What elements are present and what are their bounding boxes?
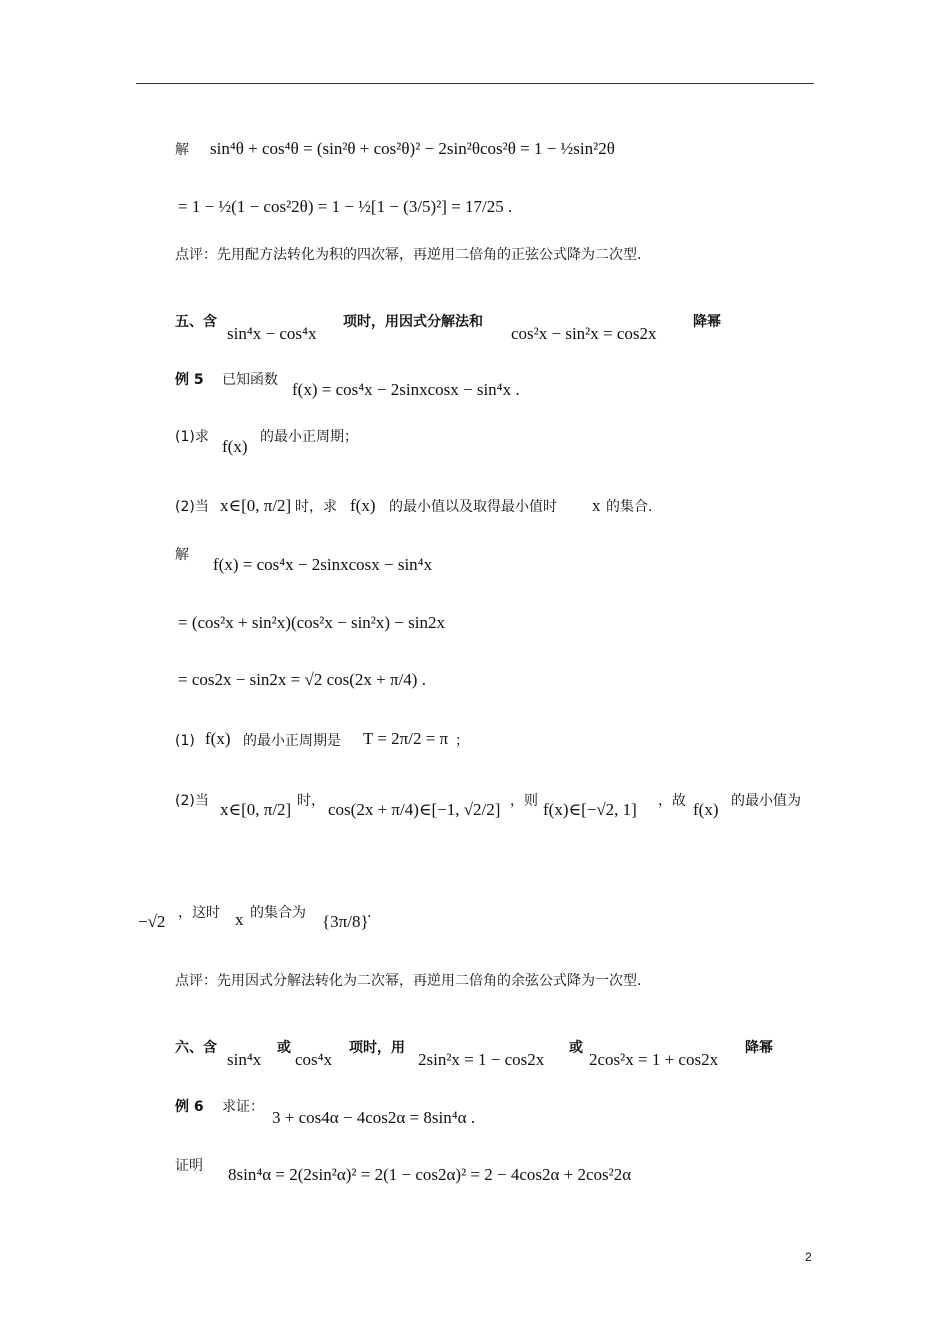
part2-t2: ，则 — [510, 793, 538, 809]
example6-text: 求证： — [222, 1099, 264, 1115]
q2-x: x — [592, 496, 601, 515]
header-rule — [136, 83, 814, 84]
q1-expr: f(x) — [222, 437, 248, 456]
example5-text: 已知函数 — [222, 372, 278, 388]
part1-expr: T = 2π/2 = π — [363, 729, 449, 748]
proof-expr: 8sin⁴α = 2(2sin²α)² = 2(1 − cos2α)² = 2 − 4cos2α + 2cos²2α — [228, 1165, 632, 1184]
part1-end: ； — [455, 733, 469, 749]
solution-line-1: sin⁴θ + cos⁴θ = (sin²θ + cos²θ)² − 2sin²θcos²θ = 1 − ½sin²2θ — [210, 139, 615, 158]
q2-mid2: 的最小值以及取得最小值时 — [389, 499, 557, 515]
q2-fx: f(x) — [350, 496, 376, 515]
solution-line-2: = 1 − ½(1 − cos²2θ) = 1 − ½[1 − (3/5)²] = 17/25 . — [178, 197, 513, 216]
part2-t4: 的最小值为 — [731, 793, 801, 809]
part1-fx: f(x) — [205, 729, 231, 748]
part2-t1: 时， — [297, 793, 325, 809]
part2-f: f(x)∈[−√2, 1] — [543, 800, 637, 819]
q2-mid1: 时，求 — [295, 499, 337, 515]
section5-suffix: 降幂 — [693, 314, 721, 330]
part1-prefix: (1) — [175, 733, 195, 749]
part2-t3: ，故 — [658, 793, 686, 809]
solution5-label: 解 — [175, 547, 189, 563]
section6-or1: 或 — [277, 1040, 291, 1056]
solution5-line-2: = (cos²x + sin²x)(cos²x − sin²x) − sin2x — [178, 613, 445, 632]
section6-prefix: 六、含 — [175, 1040, 217, 1056]
example6-label: 例 6 — [175, 1099, 204, 1115]
part2-t6: 的集合为 — [250, 905, 306, 921]
section6-expr2: cos⁴x — [295, 1050, 333, 1069]
section6-expr1: sin⁴x — [227, 1050, 262, 1069]
part2-range: x∈[0, π/2] — [220, 800, 292, 819]
section6-expr3: 2sin²x = 1 − cos2x — [418, 1050, 545, 1069]
solution5-line-3: = cos2x − sin2x = √2 cos(2x + π/4) . — [178, 670, 426, 689]
section5-prefix: 五、含 — [175, 314, 217, 330]
part2-cos: cos(2x + π/4)∈[−1, √2/2] — [328, 800, 501, 819]
comment-4: 点评：先用配方法转化为积的四次幂，再逆用二倍角的正弦公式降为二次型. — [175, 247, 642, 263]
solution5-line-1: f(x) = cos⁴x − 2sinxcosx − sin⁴x — [213, 555, 433, 574]
section5-mid: 项时，用因式分解法和 — [343, 314, 483, 330]
part2-prefix: (2)当 — [175, 793, 209, 809]
part2-x: x — [235, 910, 244, 929]
q1-suffix: 的最小正周期； — [260, 429, 358, 445]
q2-suffix: 的集合. — [606, 499, 653, 515]
part2-set: {3π/8} — [322, 912, 369, 931]
part1-text: 的最小正周期是 — [243, 733, 341, 749]
q1-prefix: (1)求 — [175, 429, 209, 445]
section6-mid: 项时，用 — [349, 1040, 405, 1056]
part2-t5: ，这时 — [178, 905, 220, 921]
solution-label: 解 — [175, 142, 189, 158]
section6-expr4: 2cos²x = 1 + cos2x — [589, 1050, 719, 1069]
example5-label: 例 5 — [175, 372, 204, 388]
q2-prefix: (2)当 — [175, 499, 209, 515]
example5-function: f(x) = cos⁴x − 2sinxcosx − sin⁴x . — [292, 380, 520, 399]
example6-expr: 3 + cos4α − 4cos2α = 8sin⁴α . — [272, 1108, 476, 1127]
section6-suffix: 降幂 — [745, 1040, 773, 1056]
part2-min-value: −√2 — [138, 912, 166, 931]
section6-or2: 或 — [569, 1040, 583, 1056]
part2-end: . — [367, 905, 372, 921]
section5-expr1: sin⁴x − cos⁴x — [227, 324, 317, 343]
section5-expr2: cos²x − sin²x = cos2x — [511, 324, 657, 343]
q2-range: x∈[0, π/2] — [220, 496, 292, 515]
proof-label: 证明 — [175, 1158, 203, 1174]
comment-5: 点评：先用因式分解法转化为二次幂，再逆用二倍角的余弦公式降为一次型. — [175, 973, 642, 989]
page-number: 2 — [805, 1250, 812, 1264]
part2-fx: f(x) — [693, 800, 719, 819]
